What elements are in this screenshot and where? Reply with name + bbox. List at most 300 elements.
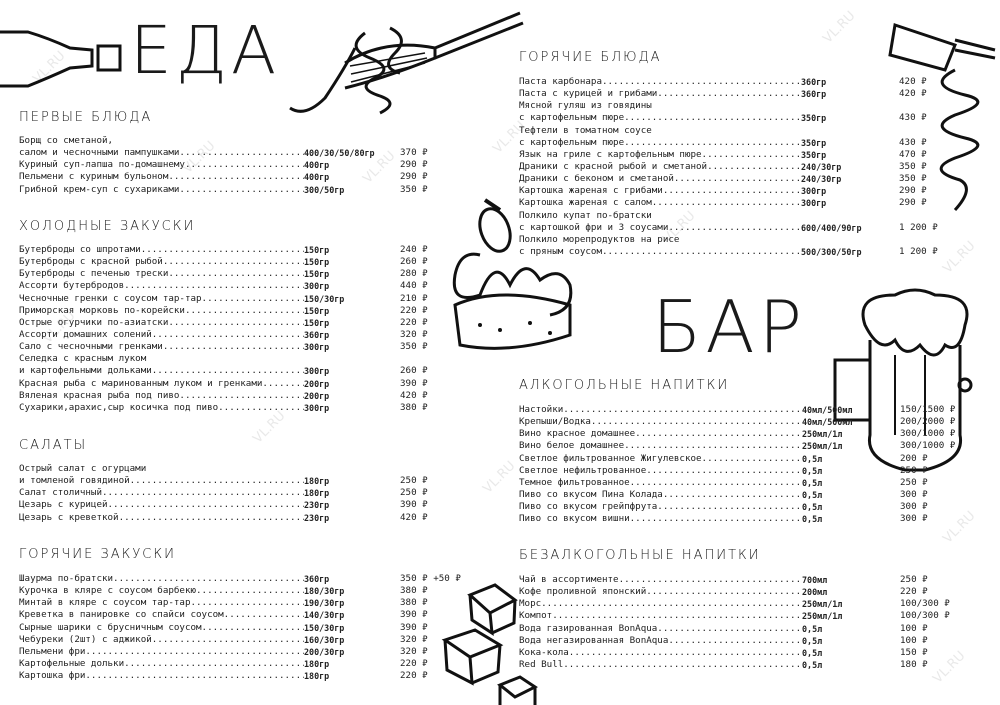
- leader-dots: [657, 623, 802, 635]
- menu-item-name: Пельмени с куриным бульоном: [19, 171, 169, 183]
- menu-item-name: Цезарь с курицей: [19, 499, 108, 511]
- leader-dots: [146, 463, 304, 475]
- menu-item-weight: 250мл/1л: [802, 429, 843, 440]
- menu-item: [19, 244, 444, 256]
- menu-item-name: Чебуреки (2шт) с аджикой: [19, 633, 152, 645]
- menu-item-price: 300/1000 ₽: [900, 428, 956, 440]
- menu-item-price: 420 ₽: [400, 389, 428, 401]
- menu-item-name: Борщ со сметаной,: [19, 135, 114, 146]
- menu-item: [19, 512, 444, 524]
- leader-dots: [663, 489, 802, 501]
- leader-dots: [652, 125, 801, 137]
- menu-item: [519, 659, 964, 671]
- menu-item: [19, 256, 444, 268]
- menu-item-price: 250 ₽: [900, 574, 928, 585]
- watermark: VL.RU: [660, 208, 699, 247]
- menu-item-weight: 400гр: [304, 160, 330, 171]
- menu-item: [519, 173, 939, 185]
- leader-dots: [657, 88, 801, 100]
- menu-item-name: Настойки: [519, 404, 564, 415]
- menu-item-name: Пиво со вкусом вишни: [519, 513, 630, 525]
- menu-item-name: Кока-кола: [519, 646, 569, 658]
- menu-item-price: [899, 125, 939, 137]
- menu-item-weight: 0,5л: [802, 489, 823, 500]
- menu-item-price: 260 ₽: [400, 365, 428, 377]
- menu-item-price: 100/300 ₽: [900, 598, 950, 610]
- watermark: VL.RU: [480, 458, 519, 497]
- menu-item-price: 390 ₽: [400, 609, 428, 621]
- menu-item-weight: 300гр: [304, 366, 330, 377]
- menu-item-weight: 600/400/90гр: [801, 222, 862, 233]
- menu-item-weight: 230гр: [304, 512, 330, 523]
- leader-dots: [179, 390, 304, 402]
- menu-item: [519, 404, 964, 416]
- menu-item-weight: 350гр: [801, 149, 827, 160]
- menu-item-weight: 180гр: [304, 476, 330, 487]
- menu-item-name: Пиво со вкусом Пина Колада: [519, 488, 663, 500]
- menu-item-name: Паста карбонара: [519, 76, 602, 87]
- menu-item-name: Вяленая красная рыба под пиво: [19, 389, 180, 401]
- menu-list-salads: [19, 463, 444, 524]
- menu-item-weight: 300гр: [304, 281, 330, 292]
- menu-item: [19, 634, 444, 646]
- menu-item-weight: 250мл/1л: [802, 599, 843, 610]
- menu-item-weight: 0,5л: [802, 477, 823, 488]
- leader-dots: [552, 610, 802, 622]
- menu-item-name: Острый салат с огурцами: [19, 463, 147, 474]
- leader-dots: [646, 465, 802, 477]
- leader-dots: [190, 597, 304, 609]
- menu-list-first: [19, 135, 444, 196]
- leader-dots: [163, 256, 304, 268]
- leader-dots: [652, 100, 801, 112]
- menu-item-price: [899, 234, 939, 246]
- leader-dots: [624, 440, 802, 452]
- menu-item: [19, 159, 444, 171]
- menu-item: [519, 161, 939, 173]
- menu-item-name: Тефтели в томатном соусе: [519, 124, 652, 136]
- menu-item-name: Кофе проливной японский: [519, 586, 647, 598]
- menu-item-price: 250 ₽: [400, 475, 428, 487]
- menu-item-name: с картошкой фри и 3 соусами: [519, 221, 669, 233]
- menu-item-name: Грибной крем-суп с сухариками: [19, 183, 180, 195]
- menu-item: [19, 475, 444, 487]
- menu-item-price: 440 ₽: [400, 280, 428, 292]
- menu-item-price: 350 ₽: [400, 183, 428, 195]
- menu-item-name: Вода негазированная BonAqua: [519, 634, 669, 646]
- menu-item-price: 380 ₽: [400, 401, 428, 413]
- menu-item: [519, 586, 964, 598]
- menu-item-weight: 360гр: [304, 329, 330, 340]
- leader-dots: [102, 487, 304, 499]
- menu-item-weight: 500/300/50гр: [801, 246, 862, 257]
- menu-item-weight: 180гр: [304, 671, 330, 682]
- menu-item-name: Пиво со вкусом грейпфрута: [519, 501, 658, 513]
- menu-item-name: Крепыши/Водка: [519, 416, 591, 428]
- menu-item-weight: 40мл/500мл: [802, 417, 853, 428]
- leader-dots: [152, 365, 304, 377]
- menu-item-price: [899, 100, 939, 112]
- menu-item-price: 370 ₽: [400, 147, 428, 159]
- menu-item: [519, 234, 939, 246]
- food-heading: ЕДА: [130, 12, 281, 89]
- menu-item-weight: 360гр: [801, 89, 827, 100]
- menu-list-alcohol: [519, 404, 964, 525]
- menu-item-weight: 0,5л: [802, 514, 823, 525]
- leader-dots: [168, 171, 304, 183]
- menu-item: [19, 670, 444, 682]
- menu-item-weight: 300/50гр: [304, 184, 345, 195]
- menu-item: [519, 125, 939, 137]
- menu-item-price: 350 ₽ +50 ₽: [400, 573, 461, 584]
- menu-item-weight: 190/30гр: [304, 598, 345, 609]
- leader-dots: [163, 341, 304, 353]
- menu-item: [19, 341, 444, 353]
- menu-item-weight: 150гр: [304, 269, 330, 280]
- menu-item-weight: 180гр: [304, 488, 330, 499]
- menu-item-price: 220 ₽: [400, 316, 428, 328]
- menu-item-price: 250 ₽: [900, 476, 928, 488]
- menu-item-price: 430 ₽: [899, 136, 927, 148]
- watermark: VL.RU: [250, 408, 289, 447]
- leader-dots: [130, 475, 304, 487]
- menu-item-price: 300 ₽: [900, 488, 928, 500]
- watermark: VL.RU: [30, 48, 69, 87]
- menu-item-name: Картофельные дольки: [19, 657, 125, 669]
- leader-dots: [702, 149, 801, 161]
- menu-item-name: Сырные шарики с брусничным соусом: [19, 621, 202, 633]
- menu-item-name: Драники с красной рыбой и сметаной: [519, 160, 708, 172]
- section-title-alcohol: АЛКОГОЛЬНЫЕ НАПИТКИ: [519, 378, 730, 393]
- menu-item: [519, 513, 964, 525]
- menu-item: [19, 573, 461, 585]
- menu-item-price: 200 ₽: [900, 452, 928, 464]
- menu-item-price: 150/1500 ₽: [900, 404, 956, 415]
- menu-item-price: 380 ₽: [400, 597, 428, 609]
- watermark: VL.RU: [820, 8, 859, 47]
- menu-item-weight: 300гр: [304, 402, 330, 413]
- menu-item: [19, 268, 444, 280]
- menu-item: [519, 598, 964, 610]
- menu-item: [519, 574, 964, 586]
- watermark: VL.RU: [940, 508, 979, 547]
- menu-item-price: 420 ₽: [400, 511, 428, 523]
- leader-dots: [152, 329, 304, 341]
- leader-dots: [146, 353, 304, 365]
- menu-item-price: 210 ₽: [400, 292, 428, 304]
- menu-item: [19, 487, 444, 499]
- leader-dots: [262, 378, 304, 390]
- leader-dots: [563, 659, 802, 671]
- menu-item-name: и картофельными дольками: [19, 365, 152, 377]
- menu-item-name: Чесночные гренки с соусом тар-тар: [19, 292, 202, 304]
- leader-dots: [224, 609, 304, 621]
- leader-dots: [652, 210, 801, 222]
- menu-item-weight: 150гр: [304, 305, 330, 316]
- menu-item: [519, 222, 939, 234]
- menu-item-price: [400, 353, 444, 365]
- menu-item-weight: 240/30гр: [801, 161, 842, 172]
- menu-item-price: 300 ₽: [900, 513, 928, 525]
- menu-item-name: Бутерброды с красной рыбой: [19, 256, 163, 268]
- menu-item-price: 100/300 ₽: [900, 610, 950, 622]
- leader-dots: [218, 402, 304, 414]
- leader-dots: [602, 246, 801, 258]
- menu-item-weight: [801, 210, 899, 222]
- menu-item-name: Шаурма по-братски: [19, 573, 114, 584]
- menu-item-price: 250 ₽: [400, 487, 428, 499]
- leader-dots: [124, 280, 304, 292]
- menu-item-price: [899, 210, 939, 222]
- menu-item-price: 240 ₽: [400, 244, 428, 255]
- leader-dots: [602, 76, 801, 88]
- watermark: VL.RU: [40, 308, 79, 347]
- menu-item-weight: 0,5л: [802, 659, 823, 670]
- leader-dots: [113, 573, 304, 585]
- section-title-hot-dishes: ГОРЯЧИЕ БЛЮДА: [519, 50, 662, 65]
- menu-item-weight: 140/30гр: [304, 610, 345, 621]
- section-title-cold: ХОЛОДНЫЕ ЗАКУСКИ: [19, 219, 196, 234]
- menu-item: [519, 149, 939, 161]
- menu-item: [519, 246, 939, 258]
- menu-item-weight: 0,5л: [802, 623, 823, 634]
- menu-item-price: 290 ₽: [899, 197, 927, 209]
- menu-item-weight: 40мл/500мл: [802, 405, 853, 415]
- menu-item-weight: 150/30гр: [304, 293, 345, 304]
- leader-dots: [108, 499, 304, 511]
- menu-item-name: Приморская морковь по-корейски: [19, 304, 185, 316]
- leader-dots: [541, 598, 802, 610]
- menu-item: [519, 489, 964, 501]
- menu-item-price: 390 ₽: [400, 621, 428, 633]
- menu-item-price: 390 ₽: [400, 499, 428, 511]
- leader-dots: [141, 244, 304, 256]
- fork-illustration: [285, 8, 525, 123]
- menu-item: [519, 635, 964, 647]
- leader-dots: [635, 428, 802, 440]
- menu-item-price: 390 ₽: [400, 377, 428, 389]
- menu-item-weight: [304, 463, 400, 475]
- menu-item-weight: 0,5л: [802, 453, 823, 464]
- leader-dots: [674, 173, 801, 185]
- menu-item-name: Селедка с красным луком: [19, 353, 147, 365]
- leader-dots: [624, 112, 801, 124]
- menu-item-price: 470 ₽: [899, 148, 927, 160]
- menu-item: [19, 171, 444, 183]
- menu-item: [519, 416, 964, 428]
- menu-item-price: 300 ₽: [900, 501, 928, 513]
- menu-item-name: Сало с чесночными гренками: [19, 341, 163, 353]
- menu-item-weight: 400/30/50/80гр: [304, 148, 375, 159]
- menu-item-weight: 250мл/1л: [802, 611, 843, 622]
- menu-item-price: 320 ₽: [400, 328, 428, 340]
- menu-item-price: 260 ₽: [400, 256, 428, 268]
- menu-item-price: 220 ₽: [400, 304, 428, 316]
- menu-item-name: Острые огурчики по-азиатски: [19, 316, 169, 328]
- menu-item-name: Бутерброды со шпротами: [19, 244, 141, 255]
- menu-item-weight: 150гр: [304, 245, 330, 255]
- menu-item-name: Картошка жареная с грибами: [519, 185, 663, 197]
- leader-dots: [630, 477, 802, 489]
- menu-item-weight: 200мл: [802, 587, 828, 598]
- section-title-salads: САЛАТЫ: [19, 438, 88, 453]
- leader-dots: [168, 268, 304, 280]
- menu-item: [519, 112, 939, 124]
- menu-item-price: 100 ₽: [900, 634, 928, 646]
- menu-item-name: Курочка в кляре с соусом барбекю: [19, 585, 197, 597]
- menu-item-price: 380 ₽: [400, 585, 428, 597]
- menu-item: [519, 623, 964, 635]
- menu-list-soft: [519, 574, 964, 671]
- leader-dots: [646, 586, 802, 598]
- menu-item: [19, 390, 444, 402]
- menu-item-price: 250 ₽: [900, 464, 928, 476]
- menu-item-weight: 250мл/1л: [802, 441, 843, 452]
- menu-item-name: Бутерброды с печенью трески: [19, 268, 169, 280]
- menu-list-hot-snacks: [19, 573, 461, 682]
- menu-item-price: 1 200 ₽: [899, 221, 938, 233]
- watermark: VL.RU: [940, 238, 979, 277]
- menu-item: [19, 463, 444, 475]
- leader-dots: [569, 647, 802, 659]
- menu-item: [19, 305, 444, 317]
- bar-heading: БАР: [652, 285, 807, 369]
- menu-item-name: салом и чесночными пампушками: [19, 147, 180, 159]
- watermark: VL.RU: [360, 148, 399, 187]
- leader-dots: [124, 658, 304, 670]
- menu-item-weight: 360гр: [304, 574, 330, 584]
- section-title-first: ПЕРВЫЕ БЛЮДА: [19, 110, 153, 125]
- menu-item-price: 180 ₽: [900, 658, 928, 670]
- menu-list-hot-dishes: [519, 76, 939, 258]
- menu-item: [19, 147, 444, 159]
- menu-item-weight: 230гр: [304, 500, 330, 511]
- menu-item-name: Куриный суп-лапша по-домашнему: [19, 159, 185, 171]
- menu-item-price: [400, 135, 444, 147]
- menu-item-weight: 150/30гр: [304, 622, 345, 633]
- menu-item-weight: 350гр: [801, 137, 827, 148]
- watermark: VL.RU: [180, 138, 219, 177]
- menu-item-name: и томленой говядиной: [19, 475, 130, 487]
- leader-dots: [668, 222, 801, 234]
- menu-item-name: Чай в ассортименте: [519, 574, 619, 585]
- menu-item-weight: 240/30гр: [801, 174, 842, 185]
- menu-item-name: с пряным соусом: [519, 245, 602, 257]
- menu-item-price: 320 ₽: [400, 633, 428, 645]
- menu-item-weight: 0,5л: [802, 502, 823, 513]
- menu-item: [519, 88, 939, 100]
- menu-item: [519, 453, 964, 465]
- menu-item-weight: [801, 100, 899, 112]
- menu-item-weight: 200гр: [304, 390, 330, 401]
- leader-dots: [196, 585, 304, 597]
- menu-item-weight: 180/30гр: [304, 586, 345, 597]
- menu-item-name: Мясной гуляш из говядины: [519, 100, 652, 112]
- menu-item: [19, 402, 444, 414]
- menu-item-price: 290 ₽: [400, 171, 428, 183]
- leader-dots: [624, 137, 801, 149]
- menu-item: [19, 317, 444, 329]
- menu-item-weight: 200/30гр: [304, 646, 345, 657]
- menu-item: [19, 184, 444, 196]
- menu-item: [19, 135, 444, 147]
- menu-item-weight: 300гр: [801, 198, 827, 209]
- menu-item-weight: 160/30гр: [304, 634, 345, 645]
- leader-dots: [668, 635, 802, 647]
- menu-item-name: Вино белое домашнее: [519, 440, 625, 452]
- menu-item: [519, 428, 964, 440]
- menu-item-weight: [304, 135, 400, 147]
- leader-dots: [591, 416, 802, 428]
- menu-item: [519, 647, 964, 659]
- menu-item-price: 300/1000 ₽: [900, 440, 956, 452]
- leader-dots: [152, 634, 304, 646]
- menu-item-name: Полкило морепродуктов на рисе: [519, 233, 680, 245]
- leader-dots: [202, 293, 304, 305]
- leader-dots: [185, 305, 304, 317]
- menu-item-weight: 180гр: [304, 658, 330, 669]
- leader-dots: [563, 404, 802, 416]
- menu-item-weight: 300гр: [304, 342, 330, 353]
- menu-item: [519, 185, 939, 197]
- menu-item-name: Паста с курицей и грибами: [519, 88, 658, 100]
- menu-item: [519, 210, 939, 222]
- menu-item: [19, 622, 444, 634]
- watermark: VL.RU: [490, 118, 529, 157]
- menu-item: [19, 609, 444, 621]
- menu-item: [19, 280, 444, 292]
- menu-item-price: 100 ₽: [900, 622, 928, 634]
- menu-item-weight: [304, 353, 400, 365]
- menu-item-price: 420 ₽: [899, 76, 927, 87]
- menu-item-name: с картофельным пюре: [519, 112, 625, 124]
- menu-item: [519, 100, 939, 112]
- leader-dots: [657, 501, 802, 513]
- section-title-hot-snacks: ГОРЯЧИЕ ЗАКУСКИ: [19, 547, 176, 562]
- leader-dots: [119, 512, 304, 524]
- menu-item-weight: [801, 234, 899, 246]
- menu-item-price: 220 ₽: [900, 586, 928, 598]
- menu-item: [19, 365, 444, 377]
- menu-item-price: 430 ₽: [899, 112, 927, 124]
- menu-item-name: Красная рыба с маринованным луком и гренками: [19, 377, 263, 389]
- menu-item-price: 220 ₽: [400, 657, 428, 669]
- menu-item: [19, 378, 444, 390]
- leader-dots: [202, 622, 304, 634]
- leader-dots: [702, 453, 802, 465]
- menu-item-price: 350 ₽: [899, 173, 927, 185]
- menu-item-weight: 300гр: [801, 186, 827, 197]
- menu-item-name: Red Bull: [519, 658, 564, 670]
- menu-item: [19, 585, 444, 597]
- leader-dots: [663, 185, 801, 197]
- menu-item: [519, 610, 964, 622]
- leader-dots: [85, 670, 304, 682]
- menu-item-name: Креветка в панировке со спайси соусом: [19, 609, 224, 621]
- menu-item: [519, 465, 964, 477]
- bottle-illustration: [0, 20, 140, 100]
- section-title-soft: БЕЗАЛКОГОЛЬНЫЕ НАПИТКИ: [519, 548, 761, 563]
- menu-item: [19, 293, 444, 305]
- menu-item-name: Светлое фильтрованное Жигулевское: [519, 452, 702, 464]
- menu-item-price: 150 ₽: [900, 646, 928, 658]
- menu-item-name: Драники с беконом и сметаной: [519, 173, 674, 185]
- menu-item-price: 350 ₽: [400, 341, 428, 353]
- menu-item-price: 220 ₽: [400, 670, 428, 682]
- leader-dots: [179, 184, 304, 196]
- menu-item: [19, 658, 444, 670]
- menu-item-weight: 700мл: [802, 575, 828, 585]
